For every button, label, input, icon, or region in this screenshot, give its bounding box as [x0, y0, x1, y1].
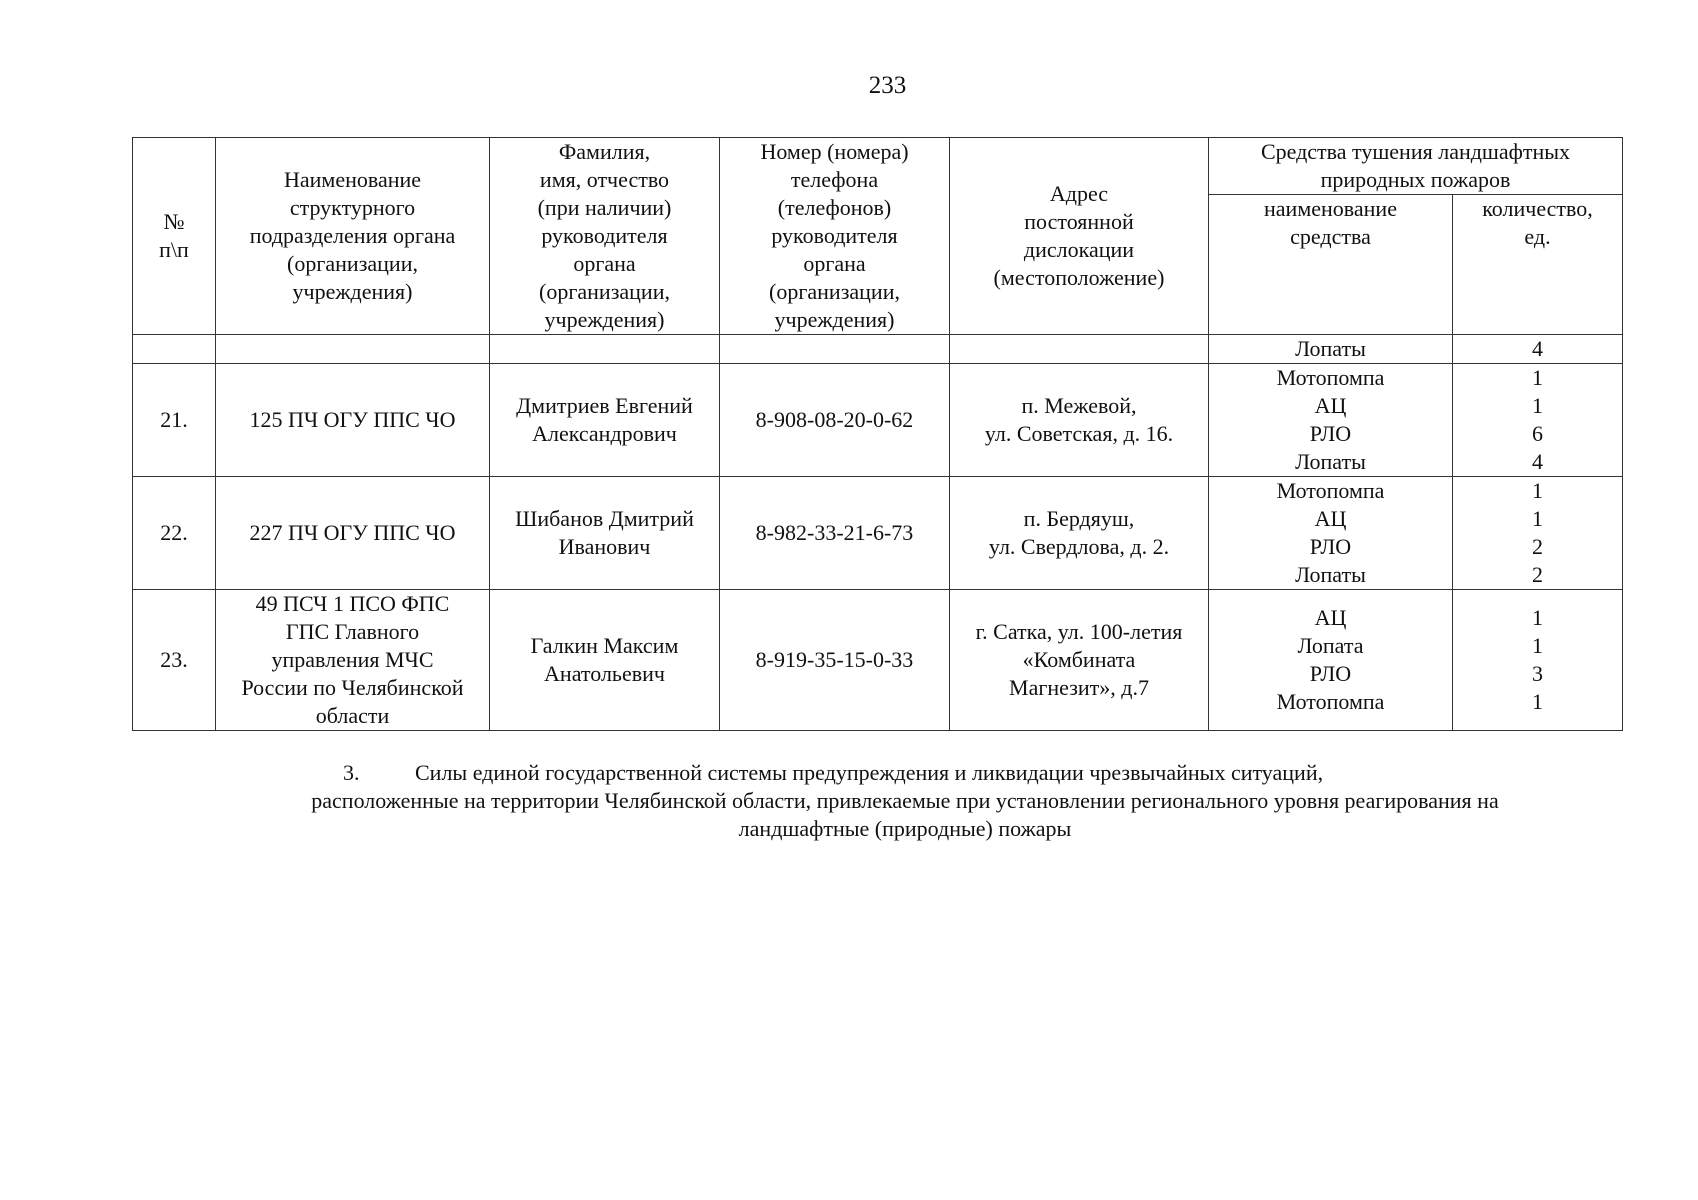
row-num: 22.: [133, 477, 216, 590]
means-name: РЛО: [1309, 421, 1352, 446]
page-number: 233: [868, 72, 907, 99]
means-name: Мотопомпа: [1276, 478, 1385, 503]
means-qty: 1: [1532, 689, 1543, 714]
row-means-qtys: [1453, 590, 1623, 731]
row-num: 23.: [133, 590, 216, 731]
row-means-names: [1209, 590, 1453, 731]
table-row: [133, 364, 1623, 477]
means-name: АЦ: [1314, 393, 1347, 418]
means-name: АЦ: [1314, 506, 1347, 531]
means-name: Мотопомпа: [1276, 689, 1385, 714]
row-address: п. Бердяуш, ул. Свердлова, д. 2.: [950, 477, 1209, 590]
means-qty: 2: [1532, 534, 1543, 559]
section-heading: [235, 759, 1575, 843]
cont-empty-address: [950, 335, 1209, 364]
header-means-name: наименование средства: [1209, 195, 1453, 335]
section-number: 3.: [343, 760, 360, 785]
means-qty: 1: [1532, 365, 1543, 390]
section-line-1: [235, 759, 1575, 787]
means-name: Лопата: [1297, 633, 1364, 658]
section-line-3: ландшафтные (природные) пожары: [738, 816, 1072, 841]
means-qty: 1: [1532, 633, 1543, 658]
cont-empty-phone: [720, 335, 950, 364]
means-qty: 1: [1532, 506, 1543, 531]
header-means-qty: количество, ед.: [1453, 195, 1623, 335]
row-head: Шибанов Дмитрий Иванович: [490, 477, 720, 590]
means-qty: 4: [1532, 449, 1543, 474]
means-name: Лопаты: [1295, 562, 1366, 587]
means-name: Лопаты: [1295, 449, 1366, 474]
row-address: г. Сатка, ул. 100-летия «Комбината Магнезит», д.7: [950, 590, 1209, 731]
header-head: Фамилия, имя, отчество (при наличии) руководителя органа (организации, учреждения): [490, 138, 720, 335]
header-means-group: Средства тушения ландшафтных природных пожаров: [1209, 138, 1623, 195]
row-unit: 49 ПСЧ 1 ПСО ФПС ГПС Главного управления МЧС России по Челябинской области: [216, 590, 490, 731]
cont-empty-num: [133, 335, 216, 364]
cont-empty-head: [490, 335, 720, 364]
header-address: Адрес постоянной дислокации (местоположение): [950, 138, 1209, 335]
row-unit: 227 ПЧ ОГУ ППС ЧО: [216, 477, 490, 590]
forces-table: [132, 137, 1623, 731]
row-phone: 8-908-08-20-0-62: [720, 364, 950, 477]
header-num: № п\п: [133, 138, 216, 335]
row-head: Дмитриев Евгений Александрович: [490, 364, 720, 477]
header-phone: Номер (номера) телефона (телефонов) руководителя органа (организации, учреждения): [720, 138, 950, 335]
means-qty: 1: [1532, 393, 1543, 418]
table-row: [133, 590, 1623, 731]
means-name: РЛО: [1309, 661, 1352, 686]
row-num: 21.: [133, 364, 216, 477]
continuation-row: [133, 335, 1623, 364]
header-unit: Наименование структурного подразделения органа (организации, учреждения): [216, 138, 490, 335]
cont-means-name: Лопаты: [1209, 335, 1453, 364]
row-head: Галкин Максим Анатольевич: [490, 590, 720, 731]
means-name: РЛО: [1309, 534, 1352, 559]
section-line-2: расположенные на территории Челябинской области, привлекаемые при установлении регионального уровня реагирования на: [311, 788, 1499, 813]
header-row-1: [133, 138, 1623, 195]
row-means-names: [1209, 477, 1453, 590]
row-phone: 8-919-35-15-0-33: [720, 590, 950, 731]
means-qty: 1: [1532, 605, 1543, 630]
row-unit: 125 ПЧ ОГУ ППС ЧО: [216, 364, 490, 477]
row-phone: 8-982-33-21-6-73: [720, 477, 950, 590]
cont-empty-unit: [216, 335, 490, 364]
means-name: Мотопомпа: [1276, 365, 1385, 390]
means-qty: 2: [1532, 562, 1543, 587]
means-qty: 6: [1532, 421, 1543, 446]
row-means-qtys: [1453, 477, 1623, 590]
means-qty: 1: [1532, 478, 1543, 503]
row-means-qtys: [1453, 364, 1623, 477]
section-title-part-1: Силы единой государственной системы предупреждения и ликвидации чрезвычайных ситуаций,: [415, 760, 1324, 785]
means-name: АЦ: [1314, 605, 1347, 630]
row-address: п. Межевой, ул. Советская, д. 16.: [950, 364, 1209, 477]
cont-means-qty: 4: [1453, 335, 1623, 364]
row-means-names: [1209, 364, 1453, 477]
means-qty: 3: [1532, 661, 1543, 686]
table-row: [133, 477, 1623, 590]
